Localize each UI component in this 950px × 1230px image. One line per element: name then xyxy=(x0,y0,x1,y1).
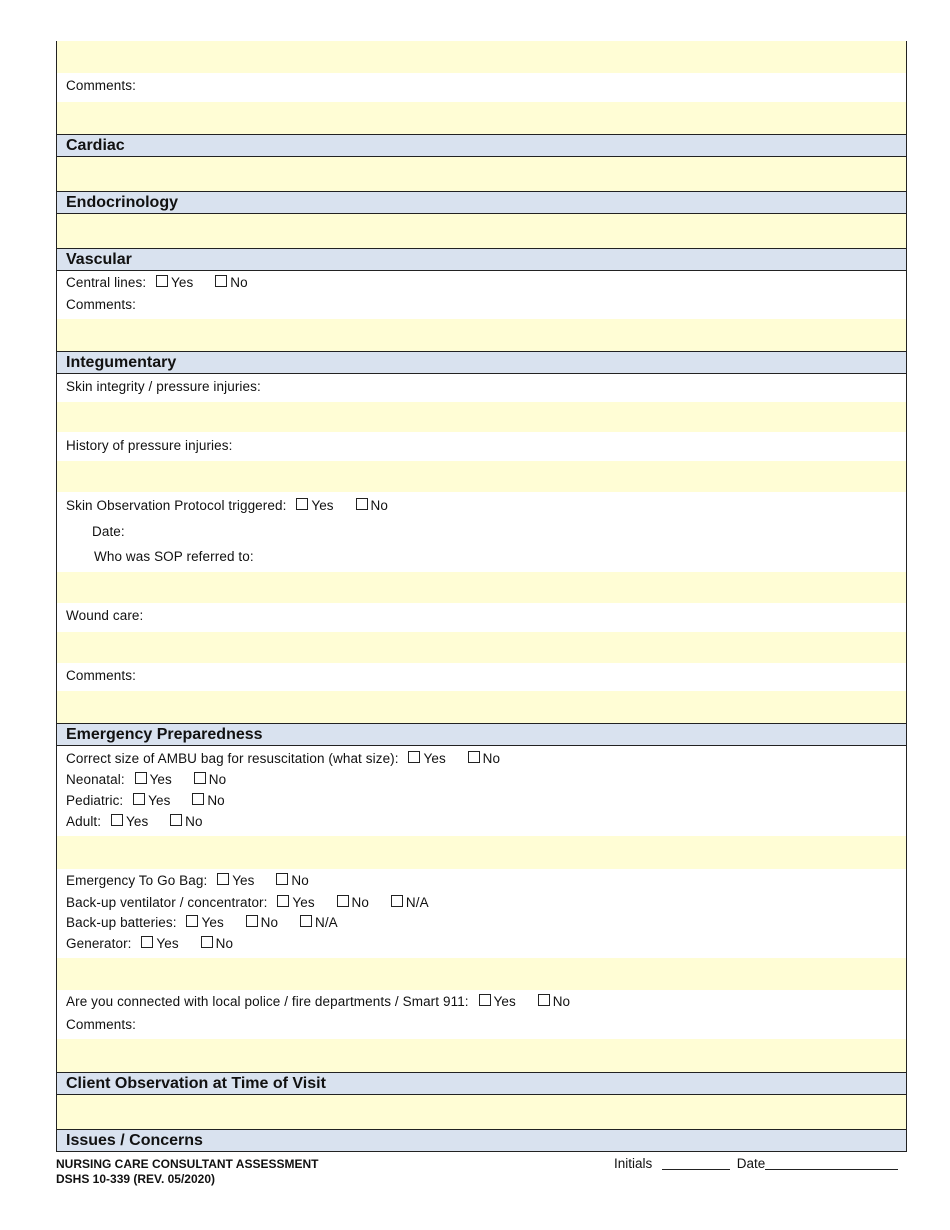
yes-label: Yes xyxy=(125,814,149,829)
wound-care-field[interactable] xyxy=(57,632,906,663)
ventilator-na-checkbox[interactable] xyxy=(391,895,403,907)
date-label: Date xyxy=(736,1156,766,1171)
pediatric-row xyxy=(66,793,225,808)
no-label: No xyxy=(215,936,234,951)
yes-label: Yes xyxy=(232,873,255,888)
footer-signoff xyxy=(614,1156,898,1171)
batteries-label: Back-up batteries: xyxy=(66,915,177,930)
generator-label: Generator: xyxy=(66,936,132,951)
central-lines-row xyxy=(66,275,248,290)
ambu-no-checkbox[interactable] xyxy=(468,751,480,763)
sop-yes-checkbox[interactable] xyxy=(296,498,308,510)
police-label: Are you connected with local police / fire departments / Smart 911: xyxy=(66,994,469,1009)
history-label: History of pressure injuries: xyxy=(66,438,233,453)
yes-label: Yes xyxy=(156,936,179,951)
initials-line[interactable] xyxy=(662,1169,730,1170)
ventilator-label: Back-up ventilator / concentrator: xyxy=(66,895,268,910)
equipment-field[interactable] xyxy=(57,958,906,990)
to-go-bag-row xyxy=(66,873,309,888)
sop-no-checkbox[interactable] xyxy=(356,498,368,510)
vascular-comments-label: Comments: xyxy=(66,297,136,312)
no-label: No xyxy=(208,772,227,787)
adult-no-checkbox[interactable] xyxy=(170,814,182,826)
generator-yes-checkbox[interactable] xyxy=(141,936,153,948)
comments-field[interactable] xyxy=(57,102,906,134)
no-label: No xyxy=(351,895,370,910)
integumentary-comments-field[interactable] xyxy=(57,691,906,723)
form-number: DSHS 10-339 (REV. 05/2020) xyxy=(56,1172,215,1186)
date-line[interactable] xyxy=(765,1169,898,1170)
section-vascular: Vascular xyxy=(57,248,906,271)
batteries-row xyxy=(66,915,338,930)
yes-label: Yes xyxy=(311,498,334,513)
pediatric-yes-checkbox[interactable] xyxy=(133,793,145,805)
ambu-field[interactable] xyxy=(57,836,906,869)
sop-referred-label: Who was SOP referred to: xyxy=(94,549,254,564)
no-label: No xyxy=(260,915,279,930)
police-no-checkbox[interactable] xyxy=(538,994,550,1006)
no-label: No xyxy=(291,873,309,888)
na-label: N/A xyxy=(405,895,429,910)
history-field[interactable] xyxy=(57,461,906,492)
skin-integrity-label: Skin integrity / pressure injuries: xyxy=(66,379,261,394)
yes-label: Yes xyxy=(148,793,171,808)
no-label: No xyxy=(552,994,571,1009)
neonatal-label: Neonatal: xyxy=(66,772,125,787)
na-label: N/A xyxy=(314,915,338,930)
central-lines-yes-checkbox[interactable] xyxy=(156,275,168,287)
section-cardiac: Cardiac xyxy=(57,134,906,157)
integumentary-comments-label: Comments: xyxy=(66,668,136,683)
sop-label: Skin Observation Protocol triggered: xyxy=(66,498,287,513)
initials-label: Initials xyxy=(614,1156,653,1171)
yes-label: Yes xyxy=(292,895,315,910)
yes-label: Yes xyxy=(423,751,446,766)
adult-row xyxy=(66,814,203,829)
ventilator-no-checkbox[interactable] xyxy=(337,895,349,907)
assessment-form xyxy=(56,41,907,1152)
police-row xyxy=(66,994,570,1009)
adult-label: Adult: xyxy=(66,814,102,829)
generator-row xyxy=(66,936,233,951)
sop-field[interactable] xyxy=(57,572,906,603)
emergency-comments-field[interactable] xyxy=(57,1039,906,1072)
form-name: NURSING CARE CONSULTANT ASSESSMENT xyxy=(56,1157,319,1171)
pediatric-label: Pediatric: xyxy=(66,793,124,808)
batteries-yes-checkbox[interactable] xyxy=(186,915,198,927)
ventilator-yes-checkbox[interactable] xyxy=(277,895,289,907)
neonatal-no-checkbox[interactable] xyxy=(194,772,206,784)
no-label: No xyxy=(230,275,248,290)
adult-yes-checkbox[interactable] xyxy=(111,814,123,826)
comments-label: Comments: xyxy=(66,78,136,93)
central-lines-no-checkbox[interactable] xyxy=(215,275,227,287)
no-label: No xyxy=(370,498,388,513)
sop-date-label: Date: xyxy=(92,524,125,539)
yes-label: Yes xyxy=(171,275,194,290)
yes-label: Yes xyxy=(201,915,224,930)
police-yes-checkbox[interactable] xyxy=(479,994,491,1006)
to-go-bag-label: Emergency To Go Bag: xyxy=(66,873,208,888)
no-label: No xyxy=(207,793,225,808)
sop-row xyxy=(66,498,388,513)
yes-label: Yes xyxy=(149,772,172,787)
to-go-bag-no-checkbox[interactable] xyxy=(276,873,288,885)
section-client-observation: Client Observation at Time of Visit xyxy=(57,1072,906,1095)
skin-integrity-field[interactable] xyxy=(57,402,906,432)
endocrinology-field[interactable] xyxy=(57,214,906,248)
client-observation-field[interactable] xyxy=(57,1095,906,1129)
batteries-na-checkbox[interactable] xyxy=(300,915,312,927)
cardiac-field[interactable] xyxy=(57,157,906,191)
ventilator-row xyxy=(66,895,429,910)
vascular-comments-field[interactable] xyxy=(57,319,906,351)
no-label: No xyxy=(482,751,501,766)
wound-care-label: Wound care: xyxy=(66,608,144,623)
section-issues: Issues / Concerns xyxy=(57,1129,906,1152)
neonatal-yes-checkbox[interactable] xyxy=(135,772,147,784)
section-emergency: Emergency Preparedness xyxy=(57,723,906,746)
section-endocrinology: Endocrinology xyxy=(57,191,906,214)
no-label: No xyxy=(185,814,203,829)
emergency-comments-label: Comments: xyxy=(66,1017,136,1032)
batteries-no-checkbox[interactable] xyxy=(246,915,258,927)
pediatric-no-checkbox[interactable] xyxy=(192,793,204,805)
ambu-label: Correct size of AMBU bag for resuscitation (what size): xyxy=(66,751,399,766)
section-integumentary: Integumentary xyxy=(57,351,906,374)
ambu-yes-checkbox[interactable] xyxy=(408,751,420,763)
neonatal-row xyxy=(66,772,226,787)
to-go-bag-yes-checkbox[interactable] xyxy=(217,873,229,885)
yes-label: Yes xyxy=(493,994,516,1009)
ambu-row xyxy=(66,751,500,766)
generator-no-checkbox[interactable] xyxy=(201,936,213,948)
fill-field[interactable] xyxy=(57,41,906,73)
central-lines-label: Central lines: xyxy=(66,275,147,290)
